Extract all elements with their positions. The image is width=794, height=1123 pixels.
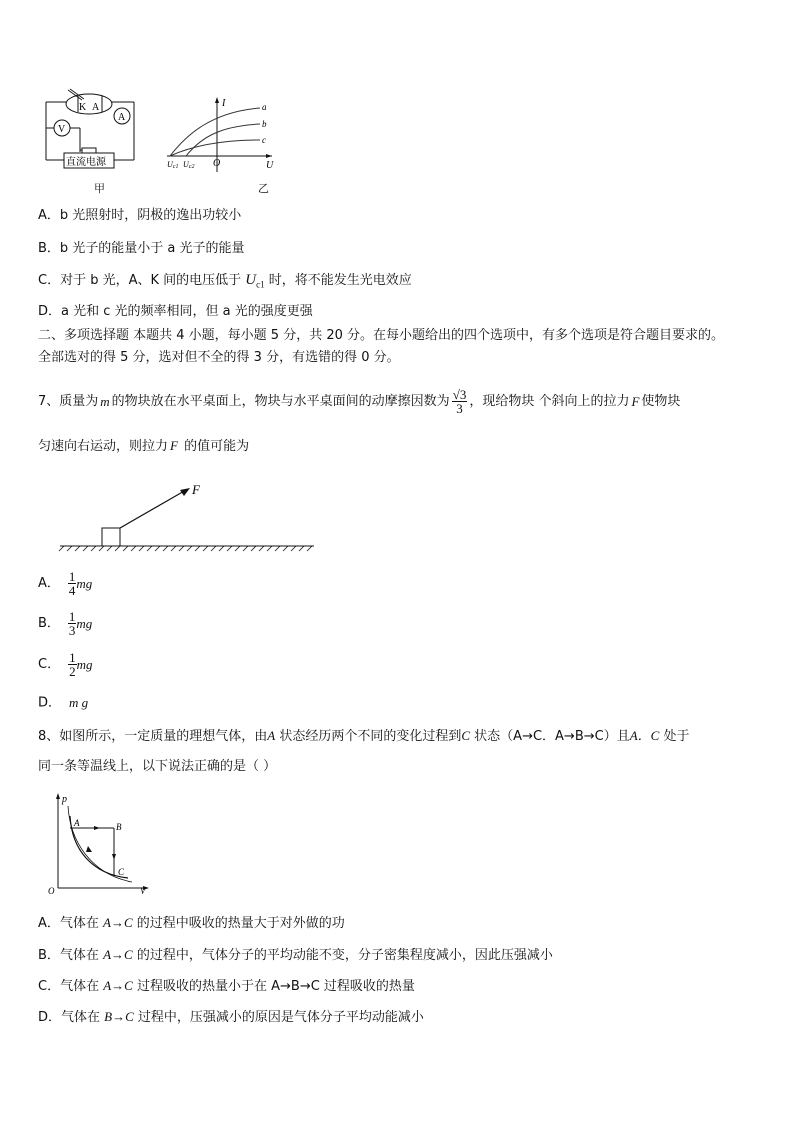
q6-option-c: C．对于 b 光，A、K 间的电压低于 $U_{c1}$ 时，将不能发生光电效应 bbox=[38, 272, 412, 290]
curve-c-label: c bbox=[262, 135, 266, 145]
uc1-label: Uc1 bbox=[167, 160, 179, 170]
block-force-diagram bbox=[58, 480, 318, 552]
q7-stem-line1: 7、质量为 m 的物块放在水平桌面上，物块与水平桌面间的动摩擦因数为 $\frac{√3}{3}$ ，现给物块 个斜向上的拉力 F 使物块 bbox=[38, 387, 681, 416]
force-f-label: F bbox=[192, 482, 200, 497]
q7-option-b: B． $\frac{1}{3}$ mg bbox=[38, 609, 93, 638]
tube-k-label: K bbox=[79, 102, 87, 113]
q6-option-d: D．a 光和 c 光的频率相同，但 a 光的强度更强 bbox=[38, 304, 313, 319]
axis-i-label: I bbox=[222, 98, 226, 109]
axis-v-label: V bbox=[140, 886, 146, 896]
q8-stem-line1: 8、如图所示，一定质量的理想气体，由A 状态经历两个不同的变化过程到C 状态（A→C．A→B→C）且A．C 处于 bbox=[38, 728, 690, 744]
curve-c bbox=[170, 140, 260, 156]
voltmeter-label: V bbox=[58, 124, 66, 135]
section2-line2: 全部选对的得 5 分，选对但不全的得 3 分，有选错的得 0 分。 bbox=[38, 350, 400, 365]
mu-fraction: $\frac{√3}{3}$ bbox=[452, 387, 467, 416]
q7-stem-line2: 匀速向右运动，则拉力 F 的值可能为 bbox=[38, 438, 250, 454]
axis-p-label: p bbox=[62, 794, 67, 805]
phototube bbox=[66, 94, 112, 114]
axis-u-label: U bbox=[266, 160, 274, 171]
q7-option-c: C． $\frac{1}{2}$ mg bbox=[38, 650, 93, 679]
circuit-diagram bbox=[40, 88, 140, 170]
dc-source-label: 直流电源 bbox=[66, 157, 106, 168]
q8-option-c: C．气体在 A→C 过程吸收的热量小于在 A→B→C 过程吸收的热量 bbox=[38, 978, 415, 994]
q8-stem-line2: 同一条等温线上，以下说法正确的是（ ） bbox=[38, 759, 277, 774]
origin-o-label: O bbox=[48, 886, 55, 896]
iu-graph bbox=[162, 94, 282, 176]
force-arrow bbox=[120, 490, 186, 528]
q7-option-d: D． m g bbox=[38, 695, 89, 711]
ammeter-label: A bbox=[118, 112, 126, 123]
q7-option-a: A． $\frac{1}{4}$ mg bbox=[38, 569, 93, 598]
section2-line1: 二、多项选择题 本题共 4 小题，每小题 5 分，共 20 分。在每小题给出的四个选项中，有多个选项是符合题目要求的。 bbox=[38, 328, 725, 343]
q8-option-a: A．气体在 A→C 的过程中吸收的热量大于对外做的功 bbox=[38, 915, 345, 931]
q6-option-b: B．b 光子的能量小于 a 光子的能量 bbox=[38, 241, 245, 256]
block bbox=[102, 528, 120, 546]
point-a-label: A bbox=[74, 818, 80, 828]
fig-jia-caption: 甲 bbox=[94, 182, 105, 195]
q8-option-d: D．气体在 B→C 过程中，压强减小的原因是气体分子平均动能减小 bbox=[38, 1009, 424, 1025]
tube-a-label: A bbox=[92, 102, 100, 113]
origin-label: O bbox=[213, 158, 221, 169]
point-c-label: C bbox=[118, 867, 125, 877]
rheostat bbox=[82, 148, 96, 153]
uc2-label: Uc2 bbox=[183, 160, 195, 170]
curve-a-label: a bbox=[262, 102, 267, 112]
curve-a bbox=[170, 108, 260, 156]
fig-yi-caption: 乙 bbox=[258, 182, 269, 195]
pv-diagram bbox=[42, 790, 154, 896]
q6-option-a: A．b 光照射时，阴极的逸出功较小 bbox=[38, 208, 242, 223]
point-b-label: B bbox=[116, 822, 122, 832]
curve-b-label: b bbox=[262, 119, 267, 129]
q8-option-b: B．气体在 A→C 的过程中，气体分子的平均动能不变，分子密集程度减小，因此压强减小 bbox=[38, 947, 553, 963]
